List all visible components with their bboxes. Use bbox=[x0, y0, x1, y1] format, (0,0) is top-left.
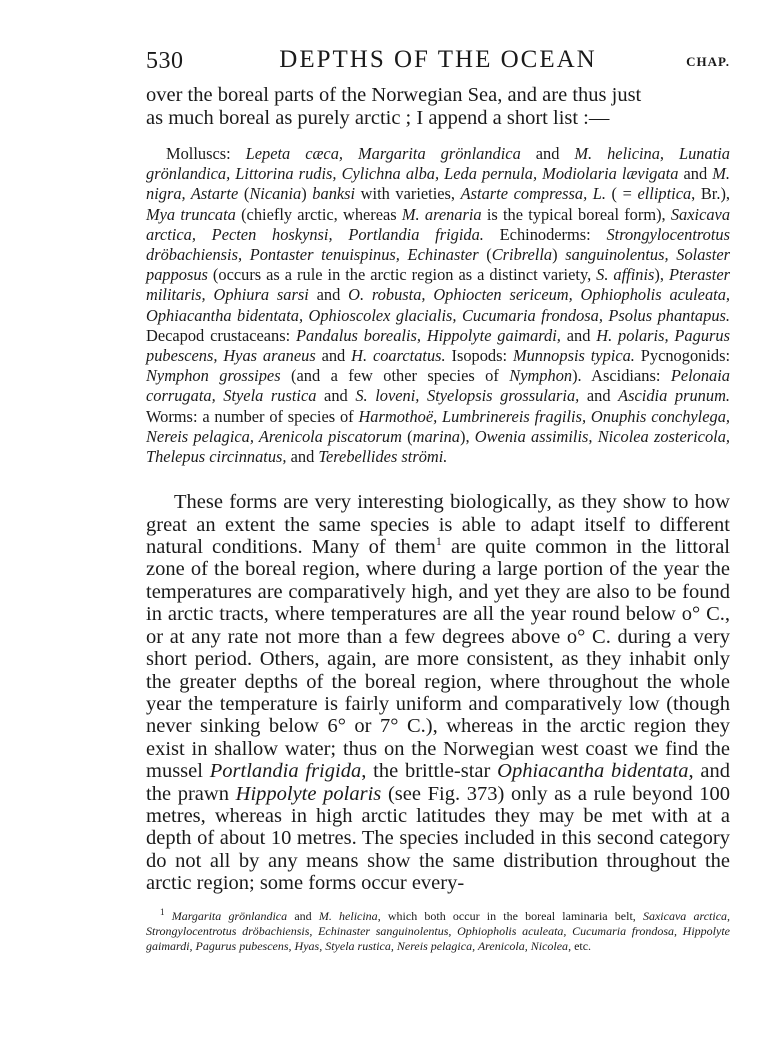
text-run: ( bbox=[401, 426, 413, 446]
text-run: and bbox=[315, 346, 352, 366]
text-run: and bbox=[579, 386, 619, 406]
italic-text: Nymphon grossipes bbox=[146, 366, 281, 386]
footnote-marker: 1 bbox=[160, 906, 165, 917]
italic-text: Saxicava arctica, Pecten hoskynsi, Portlandia frigida. bbox=[146, 204, 731, 244]
italic-text: elliptica bbox=[637, 184, 692, 204]
italic-text: Margarita grönlandica bbox=[171, 908, 288, 923]
italic-text: S. loveni, Styelopsis grossularia, bbox=[355, 386, 580, 406]
italic-text: sanguinolentus, Solaster papposus bbox=[146, 245, 730, 285]
text-run: and bbox=[560, 325, 597, 345]
text-run: ( = bbox=[605, 184, 638, 204]
text-run: ), bbox=[654, 265, 669, 285]
italic-text: Ophiacantha bidentata bbox=[497, 760, 689, 783]
page-number: 530 bbox=[146, 48, 184, 74]
text-run: and bbox=[316, 386, 356, 406]
text-run: and bbox=[520, 144, 575, 163]
text-run: , the brittle-star bbox=[361, 760, 498, 783]
text-run: , which both occur in the boreal laminaria belt, bbox=[377, 908, 643, 923]
text-run: These forms are very interesting biologically, as they show to how great an extent the same species is able to adapt itself to different natural conditions. Many of them bbox=[146, 491, 730, 559]
italic-text: Astarte compressa, L. bbox=[460, 184, 606, 204]
italic-text: Munnopsis typica. bbox=[512, 346, 635, 366]
footnote bbox=[146, 906, 731, 954]
italic-text: Nicania bbox=[249, 184, 302, 204]
italic-text: Cribrella bbox=[491, 245, 553, 265]
running-title: DEPTHS OF THE OCEAN bbox=[279, 46, 597, 73]
main-paragraph bbox=[146, 491, 730, 894]
italic-text: M. helicina bbox=[318, 908, 378, 923]
italic-text: Portlandia frigida bbox=[209, 760, 362, 783]
text-run: (chiefly arctic, whereas bbox=[235, 204, 402, 224]
text-run: Decapod crustaceans: bbox=[146, 325, 297, 345]
text-run: ( bbox=[478, 245, 492, 265]
intro-line: over the boreal parts of the Norwegian Sea, and are thus just bbox=[146, 84, 642, 106]
text-run: with varieties, bbox=[355, 184, 461, 204]
text-run: Pycnogonids: bbox=[634, 346, 731, 366]
text-run: (see Fig. 373) only as a rule beyond 100 metres, whereas in high arctic latitudes they may be met with at a depth of about 10 metres. The species included in this second category do not all by any means show the same distribution throughout the arctic region; some forms occur every- bbox=[146, 782, 731, 895]
italic-text: H. coarctatus. bbox=[351, 346, 446, 366]
text-run: are quite common in the littoral zone of the boreal region, where during a large portion of the year the temperatures are comparatively high, and yet they are also to be found in arctic tracts, where temperatures are all the year round below o° C., or at any rate not more than a few degrees above o° C. during a very short period. Others, again, are more consistent, as they inhabit only the greater depths of the boreal region, where throughout the whole year the temperature is fairly uniform and comparatively low (though never sinking below 6° or 7° C.), whereas in the arctic region they exist in shallow water; thus on the Norwegian west coast we find the mussel bbox=[146, 536, 730, 783]
italic-text: M. helicina, Lunatia grönlandica, Littorina rudis, Cylichna alba, Leda pernula, Modiolaria lævigata bbox=[146, 144, 730, 184]
italic-text: Lepeta cæca, Margarita grönlandica bbox=[245, 144, 521, 163]
text-run: ) bbox=[552, 245, 566, 265]
text-run: Isopods: bbox=[445, 346, 513, 366]
italic-text: M. nigra, Astarte bbox=[146, 164, 730, 204]
page-header bbox=[146, 44, 730, 84]
text-run: Molluscs: bbox=[166, 144, 246, 163]
text-run: and bbox=[286, 447, 319, 467]
text-run: (occurs as a rule in the arctic region as a distinct variety, bbox=[207, 265, 597, 285]
italic-text: Pandalus borealis, Hippolyte gaimardi, bbox=[296, 325, 561, 345]
italic-text: Saxicava arctica, Strongylocentrotus dröbachiensis, Echinaster sanguinolentus, Ophiopholis aculeata, Cucumaria frondosa, Hippolyte gaimardi, Pagurus pubescens, Hyas, Styela rustica, Nereis pelagica, Arenicola, Nicolea bbox=[146, 908, 731, 953]
text-run: (and a few other species of bbox=[280, 366, 510, 386]
italic-text: marina bbox=[412, 426, 460, 446]
text-run bbox=[165, 909, 172, 923]
italic-text: Owenia assimilis, Nicolea zostericola, Thelepus circinnatus, bbox=[146, 426, 730, 467]
intro-paragraph bbox=[146, 84, 730, 130]
footnote-marker: 1 bbox=[435, 534, 442, 549]
italic-text: Mya truncata bbox=[146, 204, 236, 224]
text-run: ), bbox=[460, 426, 475, 446]
text-run: and bbox=[287, 908, 319, 923]
italic-text: banksi bbox=[312, 184, 356, 204]
italic-text: S. affinis bbox=[596, 265, 655, 285]
italic-text: Terebellides strömi. bbox=[318, 447, 448, 467]
italic-text: Nymphon bbox=[509, 366, 573, 386]
text-run: and bbox=[678, 164, 713, 184]
text-run: Worms: a number of species of bbox=[146, 406, 359, 426]
species-list bbox=[146, 144, 730, 467]
italic-text: H. polaris, Pagurus pubescens, Hyas araneus bbox=[146, 325, 730, 366]
italic-text: Pelonaia corrugata, Styela rustica bbox=[146, 366, 730, 406]
text-run: , and the prawn bbox=[146, 760, 730, 805]
text-run: ( bbox=[238, 184, 250, 204]
text-run: ). Ascidians: bbox=[572, 366, 671, 386]
text-run: , etc. bbox=[568, 938, 592, 953]
italic-text: Strongylocentrotus dröbachiensis, Pontaster tenuispinus, Echinaster bbox=[146, 224, 730, 265]
text-run: Echinoderms: bbox=[483, 224, 607, 244]
italic-text: M. arenaria bbox=[401, 204, 482, 224]
italic-text: Pteraster militaris, Ophiura sarsi bbox=[146, 265, 730, 305]
text-run: ) bbox=[301, 184, 313, 204]
italic-text: Hippolyte polaris bbox=[235, 782, 382, 805]
italic-text: O. robusta, Ophiocten sericeum, Ophiopholis aculeata, Ophiacantha bidentata, Ophioscolex glacialis, Cucumaria frondosa, Psolus phantapus. bbox=[146, 285, 730, 325]
intro-line: as much boreal as purely arctic ; I append a short list :— bbox=[146, 107, 610, 129]
book-page bbox=[146, 44, 730, 954]
text-run: , Br.), bbox=[691, 184, 730, 204]
text-run: and bbox=[308, 285, 349, 305]
italic-text: Harmothoë, Lumbrinereis fragilis, Onuphis conchylega, Nereis pelagica, Arenicola piscatorum bbox=[146, 406, 730, 446]
text-run: is the typical boreal form), bbox=[481, 204, 671, 224]
italic-text: Ascidia prunum. bbox=[618, 386, 731, 406]
chapter-label: CHAP. bbox=[686, 54, 730, 69]
